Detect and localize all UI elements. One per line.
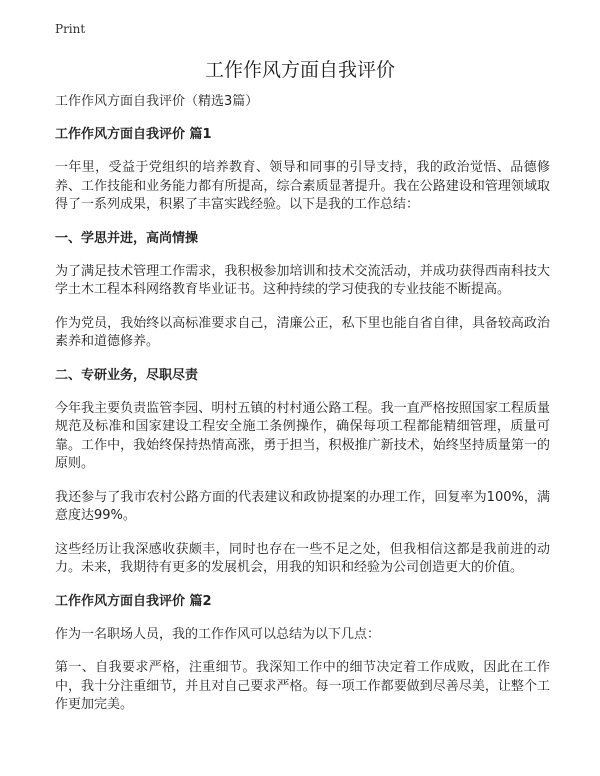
section-1-sub1-heading: 一、学思并进，高尚情操 [55,230,199,246]
section-1-intro: 一年里，受益于党组织的培养教育、领导和同事的引导支持，我的政治觉悟、品德修养、工作技能和业务能力都有所提高，综合素质显著提升。我在公路建设和管理领域取得了一系列成果，积累了丰富实践经验。以下是我的工作总结： [55,160,550,212]
print-label[interactable]: Print [55,22,86,36]
section-1-sub2-paragraph-1: 今年我主要负责监管李园、明村五镇的村村通公路工程。我一直严格按照国家工程质量规范及标准和国家建设工程安全施工条例操作，确保每项工程都能精细管理，质量可靠。工作中，我始终保持热情高涨，勇于担当，积极推广新技术，始终坚持质量第一的原则。 [55,400,550,471]
document-subtitle: 工作作风方面自我评价（精选3篇） [55,94,259,109]
section-1-sub1-paragraph-2: 作为党员，我始终以高标准要求自己，清廉公正，私下里也能自省自律，具备较高政治素养和道德修养。 [55,315,550,349]
document-body [55,93,550,730]
section-1-sub2-paragraph-3: 这些经历让我深感收获颇丰，同时也存在一些不足之处，但我相信这都是我前进的动力。未来，我期待有更多的发展机会，用我的知识和经验为公司创造更大的价值。 [55,541,550,575]
section-2-intro: 作为一名职场人员，我的工作作风可以总结为以下几点： [55,626,381,642]
section-2-paragraph-1: 第一、自我要求严格，注重细节。我深知工作中的细节决定着工作成败，因此在工作中，我十分注重细节，并且对自己要求严格。每一项工作都要做到尽善尽美，让整个工作更加完美。 [55,660,550,712]
section-1-sub2-heading: 二、专研业务，尽职尽责 [55,367,199,383]
section-1-sub2-paragraph-2: 我还参与了我市农村公路方面的代表建议和政协提案的办理工作，回复率为100%，满意度达99%。 [55,489,550,523]
section-1-sub1-paragraph-1: 为了满足技术管理工作需求，我积极参加培训和技术交流活动，并成功获得西南科技大学土木工程本科网络教育毕业证书。这种持续的学习使我的专业技能不断提高。 [55,263,550,297]
section-1-heading: 工作作风方面自我评价 篇1 [55,127,212,142]
section-2-heading: 工作作风方面自我评价 篇2 [55,593,212,609]
page-title: 工作作风方面自我评价 [204,59,395,81]
